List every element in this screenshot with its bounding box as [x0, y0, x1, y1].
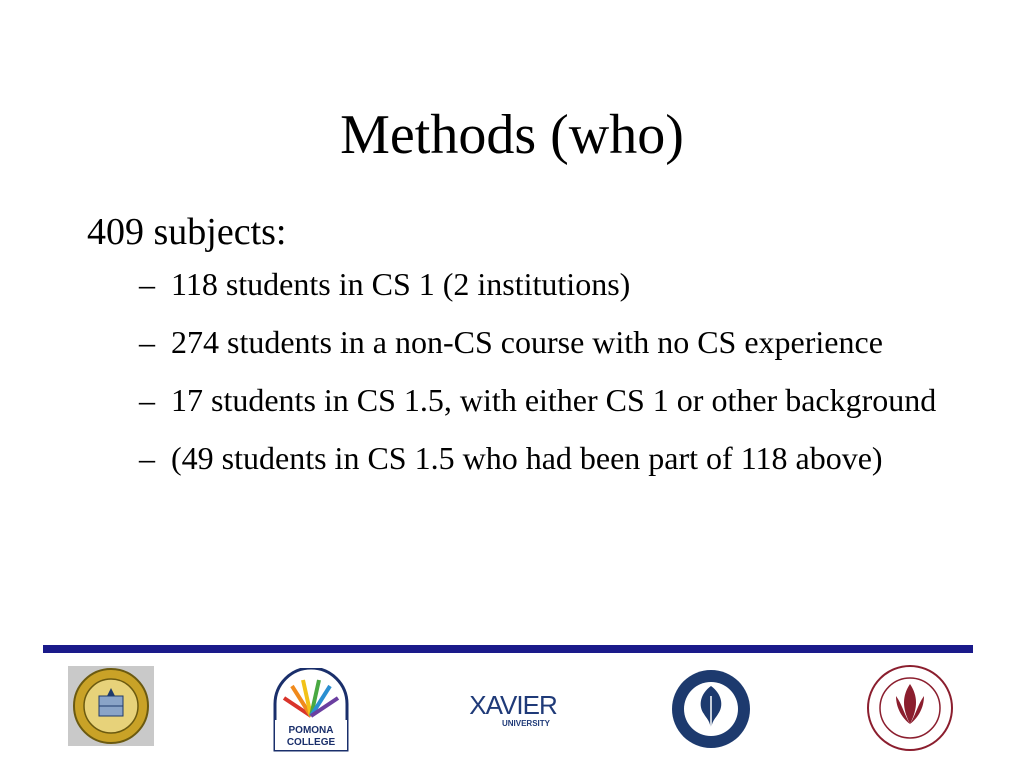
- xavier-logo-line1: XAVIER: [469, 690, 557, 720]
- bullet-dash: –: [139, 324, 155, 360]
- xavier-logo: [468, 686, 558, 732]
- sub-bullet: [87, 262, 967, 306]
- ucsd-logo: [68, 666, 154, 746]
- sub-bullet: [87, 320, 967, 364]
- uconn-logo: [670, 668, 752, 750]
- bullet-dash: –: [139, 382, 155, 418]
- pomona-logo-line1: POMONA: [288, 725, 334, 736]
- sub-bullet-list: [87, 262, 967, 480]
- sub-bullet: [87, 436, 967, 480]
- pomona-logo-line2: COLLEGE: [286, 737, 336, 748]
- bullet-dash: –: [139, 440, 155, 476]
- bullet-dash: –: [139, 266, 155, 302]
- pomona-logo: [272, 668, 350, 752]
- ric-logo: [866, 664, 954, 752]
- main-bullet: 409 subjects:: [87, 211, 287, 253]
- sub-bullet-text: 118 students in CS 1 (2 institutions): [171, 266, 631, 302]
- slide-title: Methods (who): [340, 104, 684, 166]
- sub-bullet-text: 17 students in CS 1.5, with either CS 1 or other background: [171, 382, 937, 418]
- xavier-logo-line2: UNIVERSITY: [501, 719, 551, 728]
- slide-content: [87, 208, 967, 494]
- sub-bullet-text: (49 students in CS 1.5 who had been part of 118 above): [171, 440, 883, 476]
- sub-bullet: [87, 378, 967, 422]
- footer-divider: [43, 645, 973, 653]
- sub-bullet-text: 274 students in a non-CS course with no CS experience: [171, 324, 883, 360]
